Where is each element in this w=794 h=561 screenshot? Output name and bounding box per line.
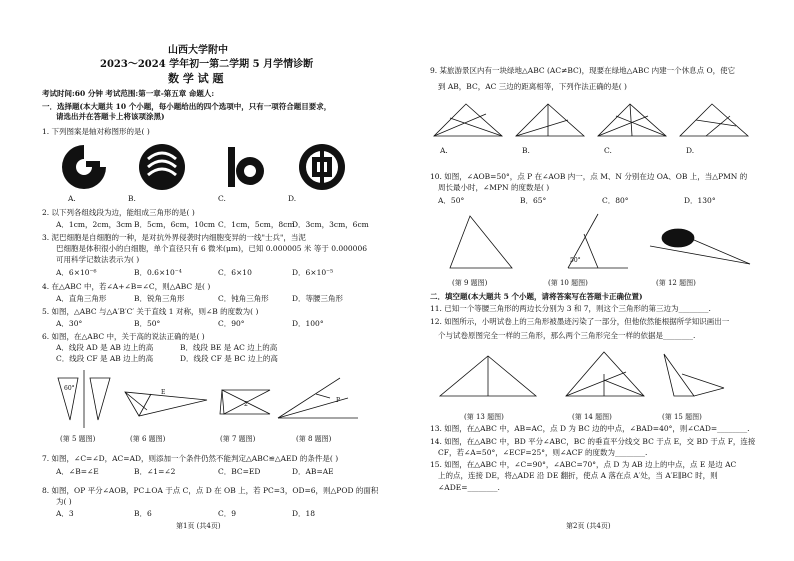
figure-q13 — [440, 356, 536, 396]
q4-option-b: B．锐角三角形 — [134, 294, 185, 303]
q5-option-c: C．90° — [218, 319, 245, 328]
figure-q8 — [278, 378, 358, 418]
q1-option-a: A. — [68, 194, 76, 203]
figure-q5 — [58, 370, 110, 428]
q6-option-d: D．线段 CF 是 BC 边上的高 — [180, 354, 278, 363]
question-9-line-2: 到 AB，BC，AC 三边的距离相等，下列作法正确的是( ) — [438, 82, 627, 91]
question-15-line-2: 上的点，连接 DE，将△ADE 沿 DE 翻折，使点 A 落在点 A′处，当 A′E∥BC 时，则 — [438, 471, 718, 480]
question-14-line-2: CF，若∠A=50°，∠ECF=25°，则∠ACF 的度数为________. — [438, 448, 648, 457]
question-9-line-1: 9. 某旅游景区内有一块绿地△ABC (AC≠BC)，现要在绿地△ABC 内建一个休息点 O，使它 — [430, 66, 736, 75]
svg-text:P: P — [336, 397, 341, 404]
q4-option-c: C．钝角三角形 — [218, 294, 269, 303]
caption-q12: (第 12 题图) — [656, 279, 696, 287]
q2-option-d: D．3cm，3cm，6cm — [292, 220, 369, 229]
figures-q9-q10-q12 — [440, 212, 760, 274]
caption-q13: (第 13 题图) — [464, 413, 504, 421]
caption-q6: (第 6 题图) — [130, 435, 166, 443]
caption-q10: (第 10 题图) — [548, 279, 588, 287]
figure-q15 — [664, 354, 724, 396]
svg-text:60°: 60° — [64, 385, 75, 392]
question-3-line-2: 巴细胞是体积很小的白细胞，单个直径只有 6 微米(μm)，已知 0.000005 米 等于 0.000006 — [56, 244, 367, 253]
question-1: 1. 下列图案是轴对称图形的是( ) — [42, 127, 150, 136]
q6-option-a: A．线段 AD 是 AB 边上的高 — [56, 343, 154, 352]
q7-option-a: A．∠B=∠E — [56, 467, 99, 476]
q5-option-a: A．30° — [56, 319, 83, 328]
caption-q9: (第 9 题图) — [452, 279, 488, 287]
question-11: 11. 已知一个等腰三角形的两边长分别为 3 和 7，则这个三角形的第三边为________. — [430, 304, 711, 313]
figure-q9-options — [430, 100, 760, 142]
question-3-line-3: 可用科学记数法表示为( ) — [56, 255, 140, 264]
q9-option-d-figure — [680, 104, 748, 136]
caption-q7: (第 7 题图) — [220, 435, 256, 443]
section-1-heading: 一．选择题(本大题共 10 个小题，每小题给出的四个选项中，只有一项符合题目要求， — [42, 102, 332, 111]
q7-option-d: D．AB=AE — [292, 467, 334, 476]
question-3-line-1: 3. 泥巴细胞是自细胞的一种，是对抗外界侵袭时内细胞变异的一线"士兵"，当泥 — [42, 233, 306, 242]
q7-option-b: B．∠1=∠2 — [134, 467, 176, 476]
figure-q14 — [566, 352, 644, 396]
q7-option-c: C．BC=ED — [218, 467, 261, 476]
q9-option-a: A. — [440, 146, 448, 155]
q2-option-c: C．1cm，5cm，8cm — [218, 220, 295, 229]
q2-option-b: B．5cm，6cm，10cm — [134, 220, 216, 229]
q5-option-b: B．50° — [134, 319, 161, 328]
logo-c-icon — [228, 147, 264, 187]
q6-option-b: B．线段 BE 是 AC 边上的高 — [180, 343, 278, 352]
q1-option-c: C. — [218, 194, 226, 203]
q6-option-c: C．线段 CF 是 AB 边上的高 — [56, 354, 154, 363]
question-10-line-1: 10. 如图，∠AOB=50°，点 P 在∠AOB 内一，点 M、N 分别在边 OA、OB 上，当△PMN 的 — [430, 172, 748, 181]
q10-option-a: A．50° — [438, 196, 465, 205]
q8-option-a: A．3 — [56, 509, 74, 518]
page-2-footer: 第2页 (共4页) — [566, 522, 611, 530]
q3-option-c: C．6×10 — [218, 268, 252, 277]
figure-q6 — [125, 389, 207, 416]
section-2-heading: 二．填空题(本大题共 5 个小题，请将答案写在答题卡正确位置) — [430, 292, 643, 301]
q8-option-c: C．9 — [218, 509, 237, 518]
subject-title: 数 学 试 题 — [168, 72, 224, 85]
question-4: 4. 在△ABC 中，若∠A+∠B=∠C，则△ABC 是( ) — [42, 282, 211, 291]
q9-option-d: D. — [686, 146, 695, 155]
figure-q12 — [650, 229, 750, 264]
exam-title: 2023～2024 学年初一第二学期 5 月学情诊断 — [100, 59, 314, 70]
q8-option-d: D．18 — [292, 509, 316, 518]
exam-page-2 — [400, 0, 794, 561]
exam-info: 考试时间:60 分钟 考试范围:第一章-第五章 命题人: — [42, 89, 215, 98]
logo-d-icon — [299, 144, 345, 190]
q9-option-c-figure — [598, 104, 666, 136]
figures-q13-q15 — [436, 350, 766, 402]
caption-q8: (第 8 题图) — [296, 435, 332, 443]
svg-text:50°: 50° — [570, 257, 581, 264]
question-5: 5. 如图，△ABC 与△A′B′C′ 关于直线 1 对称，则∠B 的度数为( ) — [42, 307, 259, 316]
question-12-line-2: 个与试卷原图完全一样的三角形，那么两个三角形完全一样的依据是________. — [438, 331, 696, 340]
q3-option-b: B．0.6×10⁻⁴ — [134, 268, 182, 277]
caption-q15: (第 15 题图) — [662, 413, 702, 421]
question-12-line-1: 12. 如图所示，小明试卷上的三角形被墨迹污染了一部分，但他依然能根据所学知识画出一 — [430, 317, 730, 326]
figure-q9 — [450, 216, 512, 268]
q10-option-c: C．80° — [602, 196, 629, 205]
q9-option-c: C. — [604, 146, 612, 155]
q9-option-a-figure — [434, 104, 502, 136]
question-8-line-2: 为( ) — [56, 497, 72, 506]
q3-option-d: D．6×10⁻⁵ — [292, 268, 334, 277]
caption-q14: (第 14 题图) — [572, 413, 612, 421]
q9-option-b: B. — [522, 146, 530, 155]
question-15-line-1: 15. 如图，在△ABC 中，∠C=90°，∠ABC=70°，点 D 为 AB 边上的中点，点 E 是边 AC — [430, 460, 737, 469]
logo-b-icon — [139, 144, 185, 190]
question-14-line-1: 14. 如图，在△ABC 中，BD 平分∠ABC，BC 的垂直平分线交 BC 于点 E，交 BD 于点 F，连接 — [430, 437, 756, 446]
figure-q10 — [568, 214, 628, 268]
section-1-heading-cont: 请选出并在答题卡上将该项涂黑) — [56, 112, 165, 121]
q1-logos — [62, 143, 352, 193]
q9-option-b-figure — [516, 104, 584, 136]
q10-option-d: D．130° — [684, 196, 716, 205]
svg-text:E: E — [161, 389, 166, 396]
q10-option-b: B．65° — [520, 196, 547, 205]
question-15-line-3: ∠ADE=________. — [438, 483, 500, 492]
question-8-line-1: 8. 如图，OP 平分∠AOB，PC⊥OA 于点 C，点 D 在 OB 上，若 PC=3，OD=6，则△POD 的面积 — [42, 486, 379, 495]
question-10-line-2: 周长最小时，∠MPN 的度数是( ) — [438, 183, 550, 192]
question-6: 6. 如图，在△ABC 中，关于高的说法正确的是( ) — [42, 332, 205, 341]
q1-option-d: D. — [288, 194, 297, 203]
school-name: 山西大学附中 — [168, 45, 228, 56]
logo-a-icon — [62, 145, 106, 189]
question-2: 2. 以下列各组线段为边，能组成三角形的是( ) — [42, 208, 195, 217]
q1-option-b: B. — [128, 194, 136, 203]
question-13: 13. 如图，在△ABC 中，AB=AC，点 D 为 BC 边的中点，∠BAD=40°，则∠CAD=________. — [430, 424, 750, 433]
q8-option-b: B．6 — [134, 509, 152, 518]
page-1-footer: 第1页 (共4页) — [176, 522, 221, 530]
q4-option-a: A．直角三角形 — [56, 294, 107, 303]
question-7: 7. 如图，∠C=∠D，AC=AD，则添加一个条件仍然不能判定△ABC≌△AED 的条件是( ) — [42, 454, 339, 463]
q4-option-d: D．等腰三角形 — [292, 294, 344, 303]
q2-option-a: A．1cm，2cm，3cm — [56, 220, 133, 229]
svg-text:2: 2 — [244, 401, 248, 408]
q5-option-d: D．100° — [292, 319, 324, 328]
q3-option-a: A．6×10⁻⁶ — [56, 268, 97, 277]
figure-q7 — [220, 390, 270, 414]
figures-q5-q8 — [50, 370, 360, 430]
caption-q5: (第 5 题图) — [60, 435, 96, 443]
